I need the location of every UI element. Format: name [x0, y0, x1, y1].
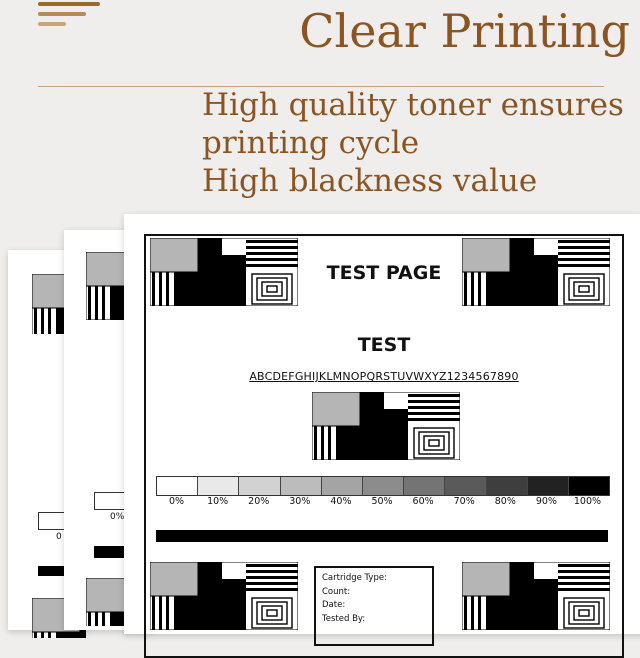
gray-scale-cell — [404, 477, 445, 495]
alphabet-line: ABCDEFGHIJKLMNOPQRSTUVWXYZ1234567890 — [249, 370, 519, 383]
gray-scale-cell — [281, 477, 322, 495]
gray-scale-cell — [322, 477, 363, 495]
gray-scale-labels — [156, 496, 608, 507]
gray-scale-cell — [569, 477, 609, 495]
feature-line: High quality toner ensures — [202, 87, 624, 123]
gray-scale-label: 50% — [371, 496, 393, 507]
gray-scale-label: 90% — [535, 496, 557, 507]
test-pattern-graphic — [312, 392, 460, 460]
gray-scale-bar — [156, 476, 610, 496]
gray-scale-label: 10% — [207, 496, 229, 507]
info-field: Cartridge Type: — [322, 573, 387, 583]
menu-line — [38, 22, 66, 26]
gray-scale-label: 60% — [412, 496, 434, 507]
gray-scale-label: 70% — [453, 496, 475, 507]
center-pattern — [312, 392, 460, 460]
gray-scale-label: 80% — [494, 496, 516, 507]
gray-scale-label: 20% — [248, 496, 270, 507]
feature-list — [202, 86, 640, 200]
cartridge-info-box — [314, 566, 434, 646]
back-scale-label: 0 — [56, 532, 62, 542]
gray-scale-label: 100% — [573, 496, 602, 507]
feature-line: printing cycle — [202, 125, 420, 161]
gray-scale-cell — [445, 477, 486, 495]
info-field: Tested By: — [322, 613, 366, 624]
gray-scale-label: 30% — [289, 496, 311, 507]
test-page-heading: TEST PAGE — [326, 262, 442, 284]
front-test-sheet — [124, 214, 640, 634]
feature-line: High blackness value — [202, 163, 538, 199]
gray-scale-label: 40% — [330, 496, 352, 507]
solid-black-bar — [156, 530, 608, 542]
gray-scale-cell — [487, 477, 528, 495]
gray-scale-cell — [239, 477, 280, 495]
gray-scale-cell — [157, 477, 198, 495]
gray-scale-label: 0% — [169, 496, 185, 507]
menu-line — [38, 12, 86, 16]
gray-scale-cell — [363, 477, 404, 495]
hamburger-menu-icon[interactable] — [38, 0, 102, 30]
page-title: Clear Printing — [299, 4, 630, 58]
info-field: Date: — [322, 600, 346, 610]
gray-scale-cell — [198, 477, 239, 495]
test-subheading: TEST — [357, 334, 411, 356]
info-field: Count: — [322, 586, 351, 597]
gray-scale-cell — [528, 477, 569, 495]
mid-scale-label: 0% — [110, 512, 125, 522]
menu-line — [38, 2, 100, 6]
